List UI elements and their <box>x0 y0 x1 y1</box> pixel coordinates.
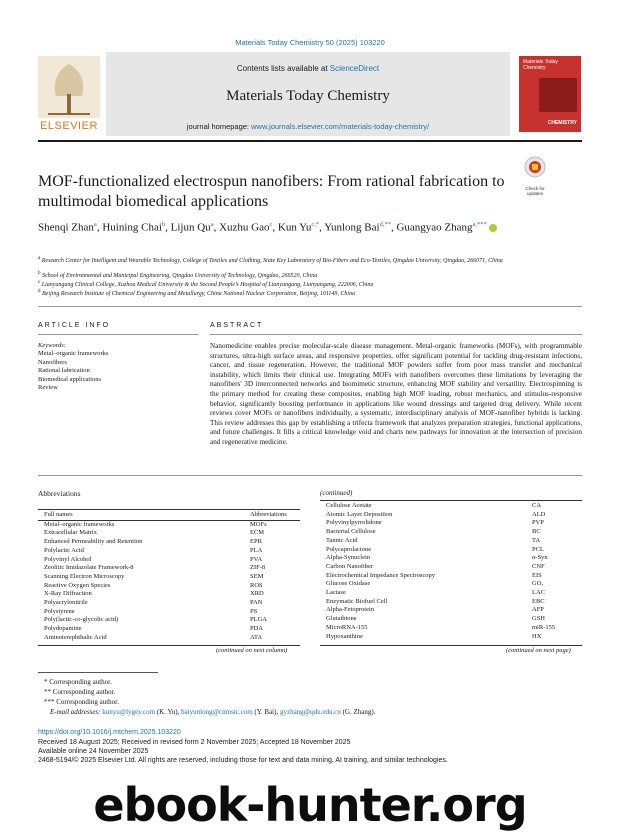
table-row <box>38 599 300 608</box>
abbr-short: EBC <box>532 597 545 605</box>
table-row <box>320 502 582 511</box>
continued-text: continued <box>322 489 350 497</box>
table-row <box>320 572 582 581</box>
affiliation-rule <box>38 306 582 307</box>
keyword-item: Biomedical applications <box>38 375 101 383</box>
contents-prefix: Contents lists available at <box>236 64 330 73</box>
email-owner-zhang: (G. Zhang). <box>340 708 376 716</box>
affiliation-a <box>38 255 582 265</box>
email-owner-yu: (K. Yu), <box>155 708 182 716</box>
footnote-corr1: * Corresponding author. <box>44 678 112 686</box>
footnote-corr2: ** Corresponding author. <box>44 688 116 696</box>
abbr-left-rule-bottom <box>38 645 300 646</box>
journal-title: Materials Today Chemistry <box>226 88 390 104</box>
abbreviations-table-left <box>38 511 300 643</box>
affiliation-marker: c <box>38 280 41 285</box>
article-info-rule <box>38 334 198 335</box>
table-row <box>320 528 582 537</box>
keyword-item: Nanofibers <box>38 358 67 366</box>
table-row <box>320 606 582 615</box>
footnote-corr3: *** Corresponding author. <box>44 698 119 706</box>
affiliation-text: School of Environmental and Municipal Engineering, Qingdao University of Technology, Qingdao, 266520, China <box>42 273 318 279</box>
keyword-item: Review <box>38 384 58 391</box>
abbr-short: PVA <box>250 555 263 563</box>
orcid-icon[interactable] <box>489 224 497 232</box>
abbr-short: Abbreviations <box>250 511 287 518</box>
table-row <box>38 582 300 591</box>
table-row <box>38 520 300 529</box>
table-row <box>38 538 300 547</box>
email-owner-bai: (Y. Bai), <box>252 708 280 716</box>
abbr-short: LAC <box>532 589 545 597</box>
abbr-header-row <box>38 511 300 520</box>
journal-cover <box>519 56 581 132</box>
abbr-short: ROS <box>250 581 263 589</box>
abbr-full-name: Glucose Oxidase <box>326 580 371 588</box>
affiliation-marker: d <box>38 289 41 294</box>
email-link-bai[interactable]: baiyunlong@cnmstc.com <box>181 708 253 716</box>
abbr-full-name: Lactase <box>326 589 346 597</box>
journal-reference[interactable]: Materials Today Chemistry 50 (2025) 103220 <box>235 38 385 47</box>
abbreviations-table-right <box>320 502 582 641</box>
abstract-end-rule <box>38 475 582 476</box>
abbr-short: MOFs <box>250 520 267 528</box>
abbr-full-name: Reactive Oxygen Species <box>44 581 111 589</box>
abbr-full-name: Tannic Acid <box>326 536 358 544</box>
online-date: Available online 24 November 2025 <box>38 748 149 755</box>
table-row <box>320 537 582 546</box>
check-updates-icon <box>518 155 552 181</box>
email-label: E-mail addresses: <box>50 708 101 716</box>
author-name: Lijun Qu <box>170 221 211 234</box>
header-rule <box>38 140 582 142</box>
abbr-short: PCL <box>532 545 544 553</box>
cover-image <box>539 78 577 112</box>
abbr-full-name: Enzymatic Biofuel Cell <box>326 597 388 605</box>
abbr-short: GOₓ <box>532 580 544 588</box>
abbr-full-name: Atomic Layer Deposition <box>326 510 393 518</box>
copyright-line: 2468-5194/© 2025 Elsevier Ltd. All rights are reserved, including those for text and data mining, AI training, and similar technologies. <box>38 757 448 764</box>
watermark: ebook-hunter.org <box>93 778 527 832</box>
abbr-full-name: Cellulose Acetate <box>326 502 372 509</box>
affiliation-text: Lianyungang Clinical College, Xuzhou Medical University & the Second People’s Hospital of Lianyungang, Lianyungang, 222006, China <box>41 282 374 288</box>
abbr-full-name: Hypoxanthine <box>326 632 363 640</box>
affiliation-text: Research Center for Intelligent and Wearable Technology, College of Textiles and Clothing, State Key Laboratory of Bio-Fibers and Eco-Textiles, Qingdao University, Qingdao, 266071, China <box>41 258 503 264</box>
affiliation-marker: b <box>38 271 41 276</box>
author-affiliation-marker[interactable]: a,*** <box>472 221 487 228</box>
table-row <box>320 589 582 598</box>
abbr-full-name: Polystyrene <box>44 607 75 615</box>
abbr-right-rule-top <box>320 500 582 501</box>
abbr-short: α-Syn <box>532 554 548 562</box>
table-row <box>38 556 300 565</box>
footnote-rule <box>38 672 158 673</box>
elsevier-logo <box>38 56 100 136</box>
author-name: Yunlong Bai <box>324 221 380 234</box>
affiliation-marker: a <box>38 256 41 261</box>
abbr-short: ATA <box>250 633 263 641</box>
author-separator: , <box>165 221 171 234</box>
abbreviations-title: Abbreviations <box>38 489 81 498</box>
abbr-full-name: Carbon Nanofiber <box>326 562 374 570</box>
abbr-full-name: Scanning Electron Microscopy <box>44 572 125 580</box>
contents-line <box>106 64 510 73</box>
email-link-zhang[interactable]: gyzhang@qdu.edu.cn <box>279 708 341 716</box>
abbr-short: GSH <box>532 615 546 623</box>
cover-band: CHEMISTRY <box>547 120 577 126</box>
table-row <box>38 616 300 625</box>
abbr-full-name: Poly(lactic-co-glycolic acid) <box>44 616 119 624</box>
sciencedirect-link[interactable]: ScienceDirect <box>329 64 380 73</box>
abbr-short: TA <box>532 536 541 544</box>
abbr-full-name: Polydopamine <box>44 625 82 633</box>
author-list <box>38 217 582 236</box>
author-name: Shenqi Zhan <box>38 221 94 234</box>
check-updates-label: Check for updates <box>525 186 545 196</box>
author-affiliation-marker[interactable]: b <box>161 221 166 228</box>
abbr-full-name: Full names <box>44 511 73 518</box>
footnote-emails <box>50 707 375 717</box>
author-name: Kun Yu <box>277 221 312 234</box>
table-row <box>320 546 582 555</box>
author-affiliation-marker[interactable]: c,* <box>311 221 320 228</box>
author-affiliation-marker[interactable]: d,** <box>379 221 391 228</box>
abbr-short: BC <box>532 528 541 536</box>
abbr-full-name: X-Ray Diffraction <box>44 590 92 598</box>
author-name: Xuzhu Gao <box>219 221 270 234</box>
table-row <box>320 519 582 528</box>
abbr-full-name: Metal–organic frameworks <box>44 520 115 528</box>
abbr-left-rule-top <box>38 509 300 510</box>
abbr-short: PLA <box>250 546 263 554</box>
elsevier-wordmark: ELSEVIER <box>40 120 98 132</box>
homepage-link[interactable]: www.journals.elsevier.com/materials-today-chemistry/ <box>251 122 430 131</box>
abbr-short: PAN <box>250 599 263 607</box>
abbr-short: ALD <box>532 510 546 518</box>
author-affiliation-marker[interactable]: a <box>93 221 97 228</box>
table-row <box>38 634 300 643</box>
affiliation-d <box>38 288 582 298</box>
table-row <box>320 511 582 520</box>
keywords-title: Keywords: <box>38 342 66 349</box>
abbr-short: ZIF-8 <box>250 564 266 572</box>
abbr-full-name: Polylactic Acid <box>44 546 84 554</box>
author-separator: , <box>272 221 278 234</box>
author-separator: , <box>213 221 220 234</box>
abbr-short: PVP <box>532 519 544 527</box>
abbr-short: PS <box>250 607 258 615</box>
table-row <box>38 547 300 556</box>
author-affiliation-marker[interactable]: c <box>269 221 273 228</box>
author-name: Guangyao Zhang <box>396 221 473 234</box>
abstract-rule <box>210 334 582 335</box>
table-row <box>320 624 582 633</box>
continued-next-page: (continued on next page) <box>506 647 571 654</box>
abbr-short: PDA <box>250 625 264 633</box>
keyword-item: Metal–organic frameworks <box>38 350 109 357</box>
article-info-label: ARTICLE INFO <box>38 322 111 329</box>
abbr-short: CNF <box>532 562 545 570</box>
doi-link[interactable]: https://doi.org/10.1016/j.mtchem.2025.103220 <box>38 729 181 736</box>
keyword-item: Rational fabrication <box>38 367 90 374</box>
table-row <box>320 615 582 624</box>
table-row <box>38 529 300 538</box>
abbr-full-name: Polyvinyl Alcohol <box>44 555 92 563</box>
abbr-full-name: Bacterial Cellulose <box>326 528 376 536</box>
abbr-full-name: Aminoterephthalic Acid <box>44 633 107 641</box>
abbr-full-name: Glutathione <box>326 615 357 623</box>
abbr-short: XRD <box>250 590 264 598</box>
abbr-full-name: MicroRNA-155 <box>326 623 368 631</box>
cover-title: Materials Today Chemistry <box>523 59 558 71</box>
author-separator: , <box>96 221 103 234</box>
check-for-updates-badge[interactable] <box>518 155 552 196</box>
received-dates: Received 18 August 2025; Received in revised form 2 November 2025; Accepted 18 November 2025 <box>38 739 351 746</box>
author-separator: , <box>319 221 325 234</box>
abbr-short: EIS <box>532 571 542 579</box>
keywords-list <box>38 350 108 393</box>
abbr-full-name: Alpha-Fetoprotein <box>326 606 375 614</box>
abbr-full-name: Enhanced Permeability and Retention <box>44 538 143 546</box>
abbr-short: EPR <box>250 538 262 546</box>
abbr-full-name: Electrochemical Impedance Spectroscopy <box>326 571 436 579</box>
abbr-short: SEM <box>250 572 264 580</box>
abbr-full-name: Extracellular Matrix <box>44 529 97 537</box>
abbr-right-rule-bottom <box>320 645 582 646</box>
abbr-short: miR-155 <box>532 623 556 631</box>
table-row <box>320 633 582 642</box>
abbr-full-name: Polyvinylpyrrolidone <box>326 519 382 527</box>
homepage-prefix: journal homepage: <box>186 122 252 131</box>
table-row <box>320 580 582 589</box>
table-row <box>320 563 582 572</box>
table-row <box>38 625 300 634</box>
abstract-label: ABSTRACT <box>210 322 264 329</box>
abbr-short: HX <box>532 632 542 640</box>
abbr-full-name: Polycaprolactone <box>326 545 372 553</box>
abstract-text: Nanomedicine enables precise molecular-scale disease management. Metal-organic frameworks (MOFs), with programmable structures, ultra-high surface areas, and responsive properties, offer significant potential for tackling drug-resistant infections, cancer, and tissue regeneration. However, the traditional MOF powders suffer from poor mass transfer and mechanical instability, which limits their clinical use. Integrating MOFs with nanofibers overcomes these limitations by leveraging the nanofibers' 3D interconnected networks and biomimetic structure, enhancing MOF stability and versatility. Electrospinning is the primary method for creating these composites, enabling high MOF loading, robust mechanics, and stimulus-responsive behavior, significantly boosting performance in applications like wound dressings and targeted drug delivery. While recent reviews cover MOFs or nanofibers individually, a systematic, interdisciplinary analysis of MOF-nanofiber hybrids is lacking. This review addresses this gap by establishing a trifecta framework that analyzes preparation strategies, functional applications, and future challenges. It fills a critical knowledge void and charts new pathways for innovation at the intersection of precision and regenerative medicine. <box>210 342 582 446</box>
affiliation-text: Beijing Research Institute of Chemical Engineering and Metallurgy, China National Nuclear Corporation, Beijing, 101149, China <box>42 291 356 297</box>
table-row <box>38 590 300 599</box>
author-separator: , <box>390 221 397 234</box>
abbr-short: AFP <box>532 606 544 614</box>
table-row <box>38 608 300 617</box>
abbr-full-name: Alpha-Synuclein <box>326 554 371 562</box>
abbr-short: CA <box>532 502 542 509</box>
table-row <box>320 554 582 563</box>
article-title: MOF-functionalized electrospun nanofibers: From rational fabrication to multimodal biomedical applications <box>38 173 505 210</box>
email-link-yu[interactable]: kunyu@lygey.com <box>102 708 156 716</box>
continued-next-column: (continued on next column) <box>216 647 288 654</box>
abbr-full-name: Zeolitic Imidazolate Framework-8 <box>44 564 134 572</box>
abbr-short: ECM <box>250 529 265 537</box>
abbr-short: PLGA <box>250 616 267 624</box>
table-row <box>38 564 300 573</box>
journal-homepage <box>106 122 510 131</box>
table-row <box>320 598 582 607</box>
continued-label: (continued) <box>320 489 353 497</box>
table-row <box>38 573 300 582</box>
author-name: Huining Chai <box>102 221 162 234</box>
abbr-full-name: Polyacrylonitrile <box>44 599 88 607</box>
author-affiliation-marker[interactable]: a <box>210 221 214 228</box>
